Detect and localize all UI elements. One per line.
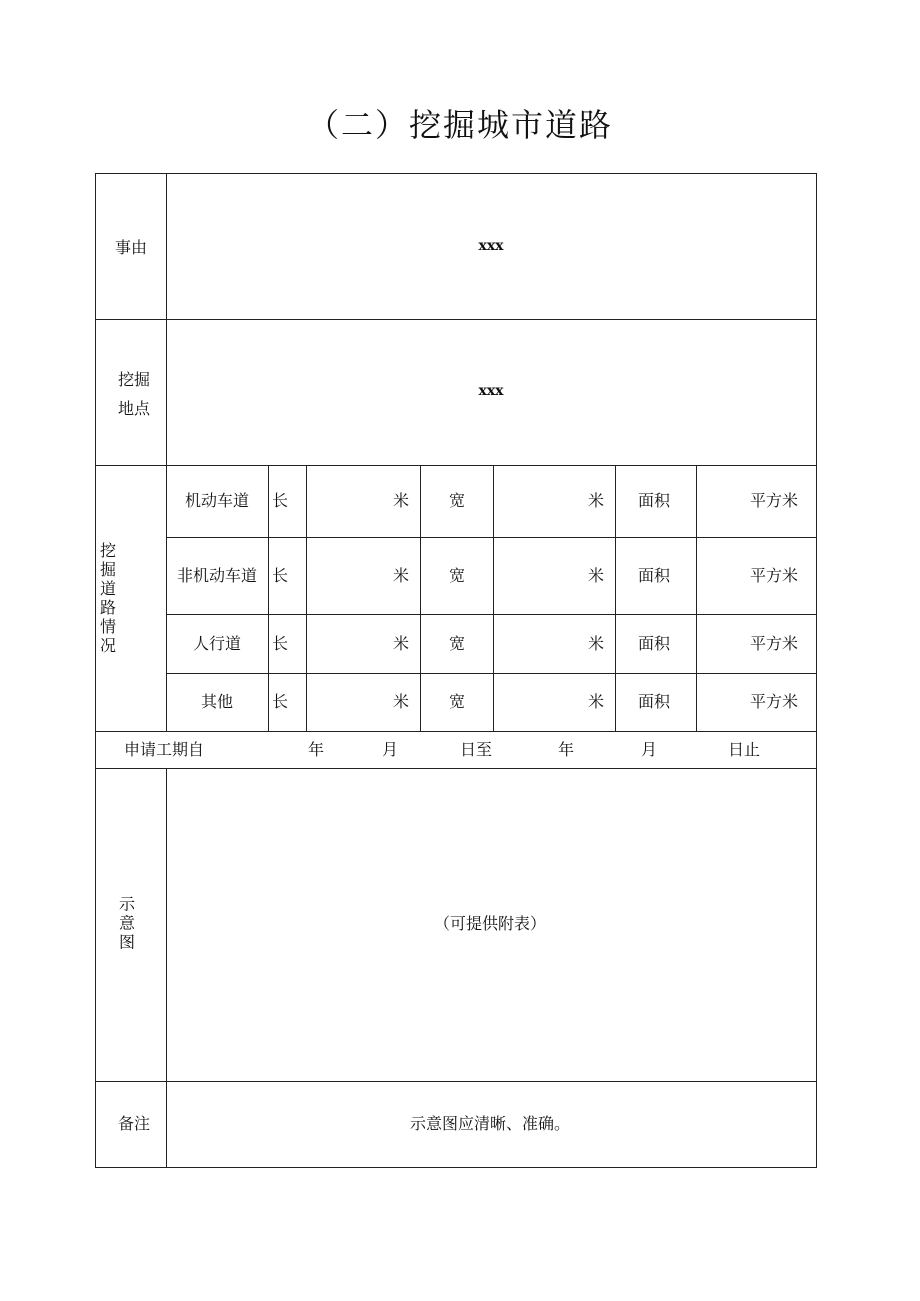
- length-label: 长: [271, 634, 289, 653]
- diagram-label-char: 示: [118, 894, 135, 914]
- area-unit: 平方米: [749, 692, 799, 711]
- width-unit: 米: [587, 634, 605, 653]
- area-unit: 平方米: [749, 566, 799, 585]
- width-unit: 米: [587, 491, 605, 510]
- table-rule: [95, 768, 817, 769]
- table-rule: [306, 465, 307, 732]
- situation-label-char: 路: [99, 598, 116, 617]
- area-label: 面积: [637, 634, 671, 653]
- area-unit: 平方米: [749, 634, 799, 653]
- length-unit: 米: [392, 692, 410, 711]
- area-label: 面积: [637, 566, 671, 585]
- length-unit: 米: [392, 566, 410, 585]
- length-unit: 米: [392, 634, 410, 653]
- road-type: 非机动车道: [176, 566, 258, 585]
- length-label: 长: [271, 566, 289, 585]
- table-rule: [95, 1167, 817, 1168]
- reason-label: 事由: [114, 238, 148, 257]
- situation-label-char: 况: [99, 636, 116, 655]
- period-prefix: 申请工期自: [123, 740, 205, 759]
- period-year-start: 年: [307, 740, 325, 759]
- table-rule: [166, 673, 817, 674]
- road-type: 其他: [200, 692, 234, 711]
- table-rule: [95, 1081, 817, 1082]
- location-label-line2: 地点: [117, 399, 151, 418]
- road-type: 人行道: [192, 634, 242, 653]
- remarks-value: 示意图应清晰、准确。: [409, 1114, 571, 1133]
- situation-label-char: 掘: [99, 560, 116, 579]
- period-year-end: 年: [557, 740, 575, 759]
- table-rule: [615, 465, 616, 732]
- width-label: 宽: [448, 634, 466, 653]
- table-rule: [696, 465, 697, 732]
- width-unit: 米: [587, 692, 605, 711]
- diagram-label-char: 图: [118, 932, 135, 952]
- diagram-note: （可提供附表）: [433, 914, 547, 933]
- table-rule: [95, 173, 96, 1168]
- table-rule: [493, 465, 494, 732]
- period-month-end: 月: [640, 740, 658, 759]
- area-label: 面积: [637, 692, 671, 711]
- location-value: xxx: [478, 383, 504, 399]
- area-unit: 平方米: [749, 491, 799, 510]
- width-label: 宽: [448, 566, 466, 585]
- table-rule: [420, 465, 421, 732]
- table-rule: [95, 465, 817, 466]
- period-day-to: 日至: [459, 740, 493, 759]
- table-rule: [166, 768, 167, 1168]
- table-rule: [816, 173, 817, 1168]
- table-rule: [95, 731, 817, 732]
- table-rule: [95, 319, 817, 320]
- situation-label: [99, 541, 117, 655]
- period-day-end: 日止: [727, 740, 761, 759]
- table-rule: [166, 614, 817, 615]
- table-rule: [166, 537, 817, 538]
- page-title: （二）挖掘城市道路: [306, 106, 613, 144]
- diagram-label-char: 意: [118, 913, 135, 933]
- situation-label-char: 情: [99, 617, 116, 636]
- length-label: 长: [271, 692, 289, 711]
- road-type: 机动车道: [184, 491, 250, 510]
- period-month-start: 月: [381, 740, 399, 759]
- location-label-line1: 挖掘: [117, 370, 151, 389]
- area-label: 面积: [637, 491, 671, 510]
- length-label: 长: [271, 491, 289, 510]
- table-rule: [268, 465, 269, 732]
- remarks-label: 备注: [117, 1114, 151, 1133]
- table-rule: [95, 173, 817, 174]
- length-unit: 米: [392, 491, 410, 510]
- situation-label-char: 道: [99, 579, 116, 598]
- situation-label-char: 挖: [99, 541, 116, 560]
- reason-value: xxx: [478, 238, 504, 254]
- width-label: 宽: [448, 692, 466, 711]
- table-rule: [166, 173, 167, 732]
- width-unit: 米: [587, 566, 605, 585]
- width-label: 宽: [448, 491, 466, 510]
- diagram-label: [118, 895, 136, 952]
